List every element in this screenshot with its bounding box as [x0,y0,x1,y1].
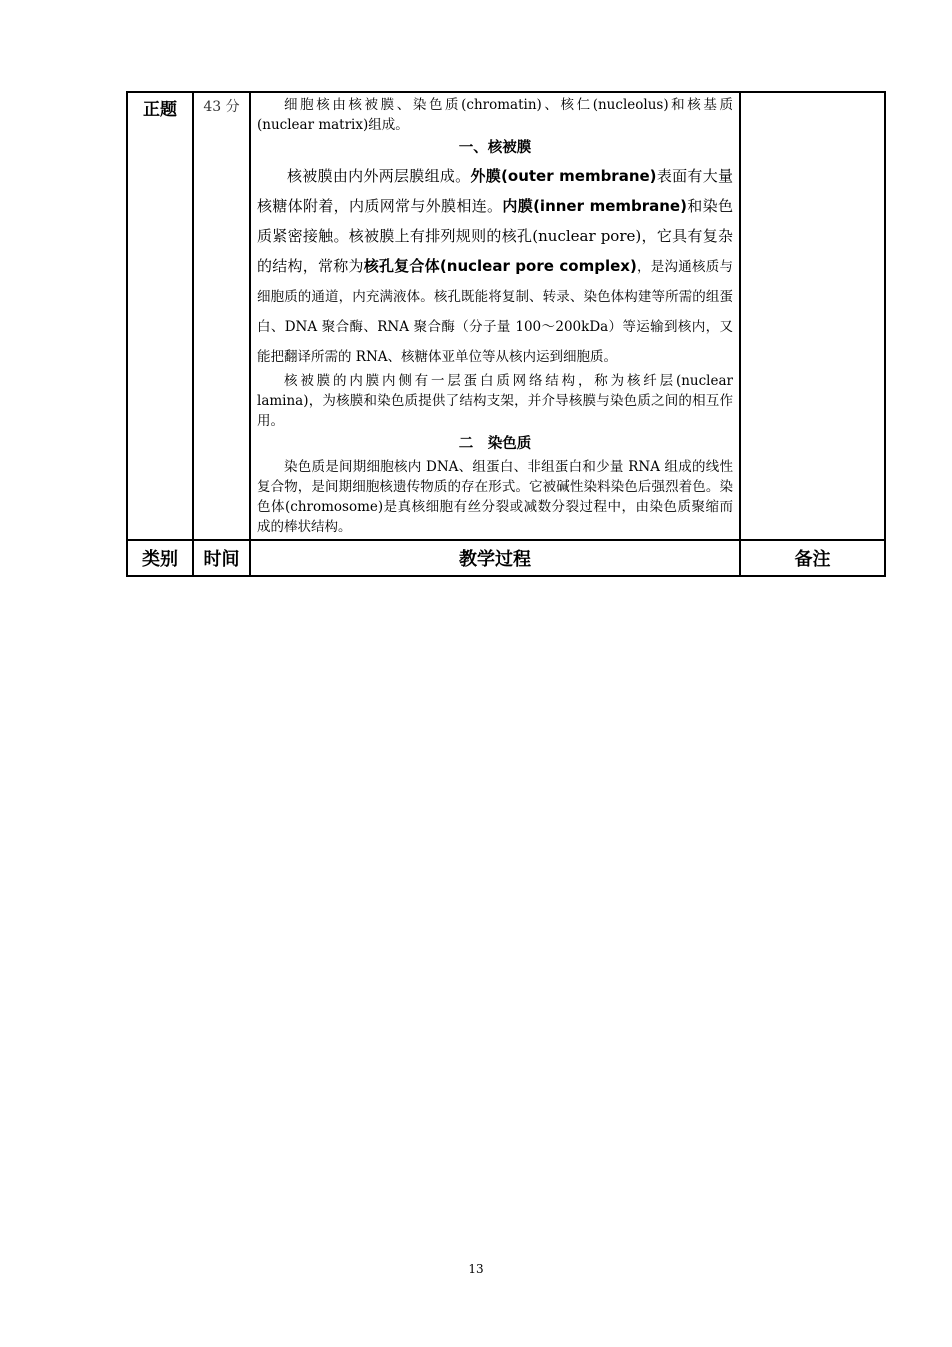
bold-term-nuclear-pore-complex: 核孔复合体(nuclear pore complex) [363,257,637,275]
content-row [127,92,885,540]
text-span: 表面有大量核糖体附着，内质网常与外膜相连。 [257,167,733,215]
section-heading-nuclear-envelope: 一、核被膜 [458,140,532,156]
bold-term-outer-membrane: 外膜(outer membrane) [470,167,657,185]
header-remarks: 备注 [740,540,885,576]
chromatin-paragraph: 染色质是间期细胞核内 DNA、组蛋白、非组蛋白和少量 RNA 组成的线性复合物，是间期细胞核遗传物质的存在形式。它被碱性染料染色后强烈着色。染色体(chromosome)是真核细胞有丝分裂或减数分裂过程中，由染色质聚缩而成的棒状结构。 [257,459,733,535]
intro-paragraph: 细胞核由核被膜、染色质(chromatin)、核仁(nucleolus)和核基质(nuclear matrix)组成。 [257,97,733,133]
section-heading-chromatin: 二 染色质 [458,436,532,452]
page-number: 13 [468,1262,484,1276]
bold-term-inner-membrane: 内膜(inner membrane) [502,197,687,215]
lesson-table [126,91,886,577]
text-span: ，是沟通核质与细胞质的通道，内充满液体。核孔既能将复制、转录、染色体构建等所需的组蛋白、DNA 聚合酶、RNA 聚合酶（分子量 100～200kDa）等运输到核内，又能把翻译所需的 RNA、核糖体亚单位等从核内运到细胞质。 [257,259,733,365]
header-category: 类别 [127,540,193,576]
header-row [127,540,885,576]
teaching-process-cell [250,92,740,540]
time-cell: 43 分 [193,92,250,540]
remark-cell [740,92,885,540]
text-span: 和染色质紧密接触。核被膜上有排列规则的核孔(nuclear pore)，它具有复杂的结构，常称为 [257,197,733,275]
category-cell: 正题 [127,92,193,540]
nuclear-envelope-paragraph [257,161,733,371]
header-teaching-process: 教学过程 [250,540,740,576]
nuclear-lamina-paragraph: 核被膜的内膜内侧有一层蛋白质网络结构，称为核纤层(nuclear lamina)，为核膜和染色质提供了结构支架，并介导核膜与染色质之间的相互作用。 [257,373,733,429]
header-time: 时间 [193,540,250,576]
text-span: 核被膜由内外两层膜组成。 [287,167,471,185]
